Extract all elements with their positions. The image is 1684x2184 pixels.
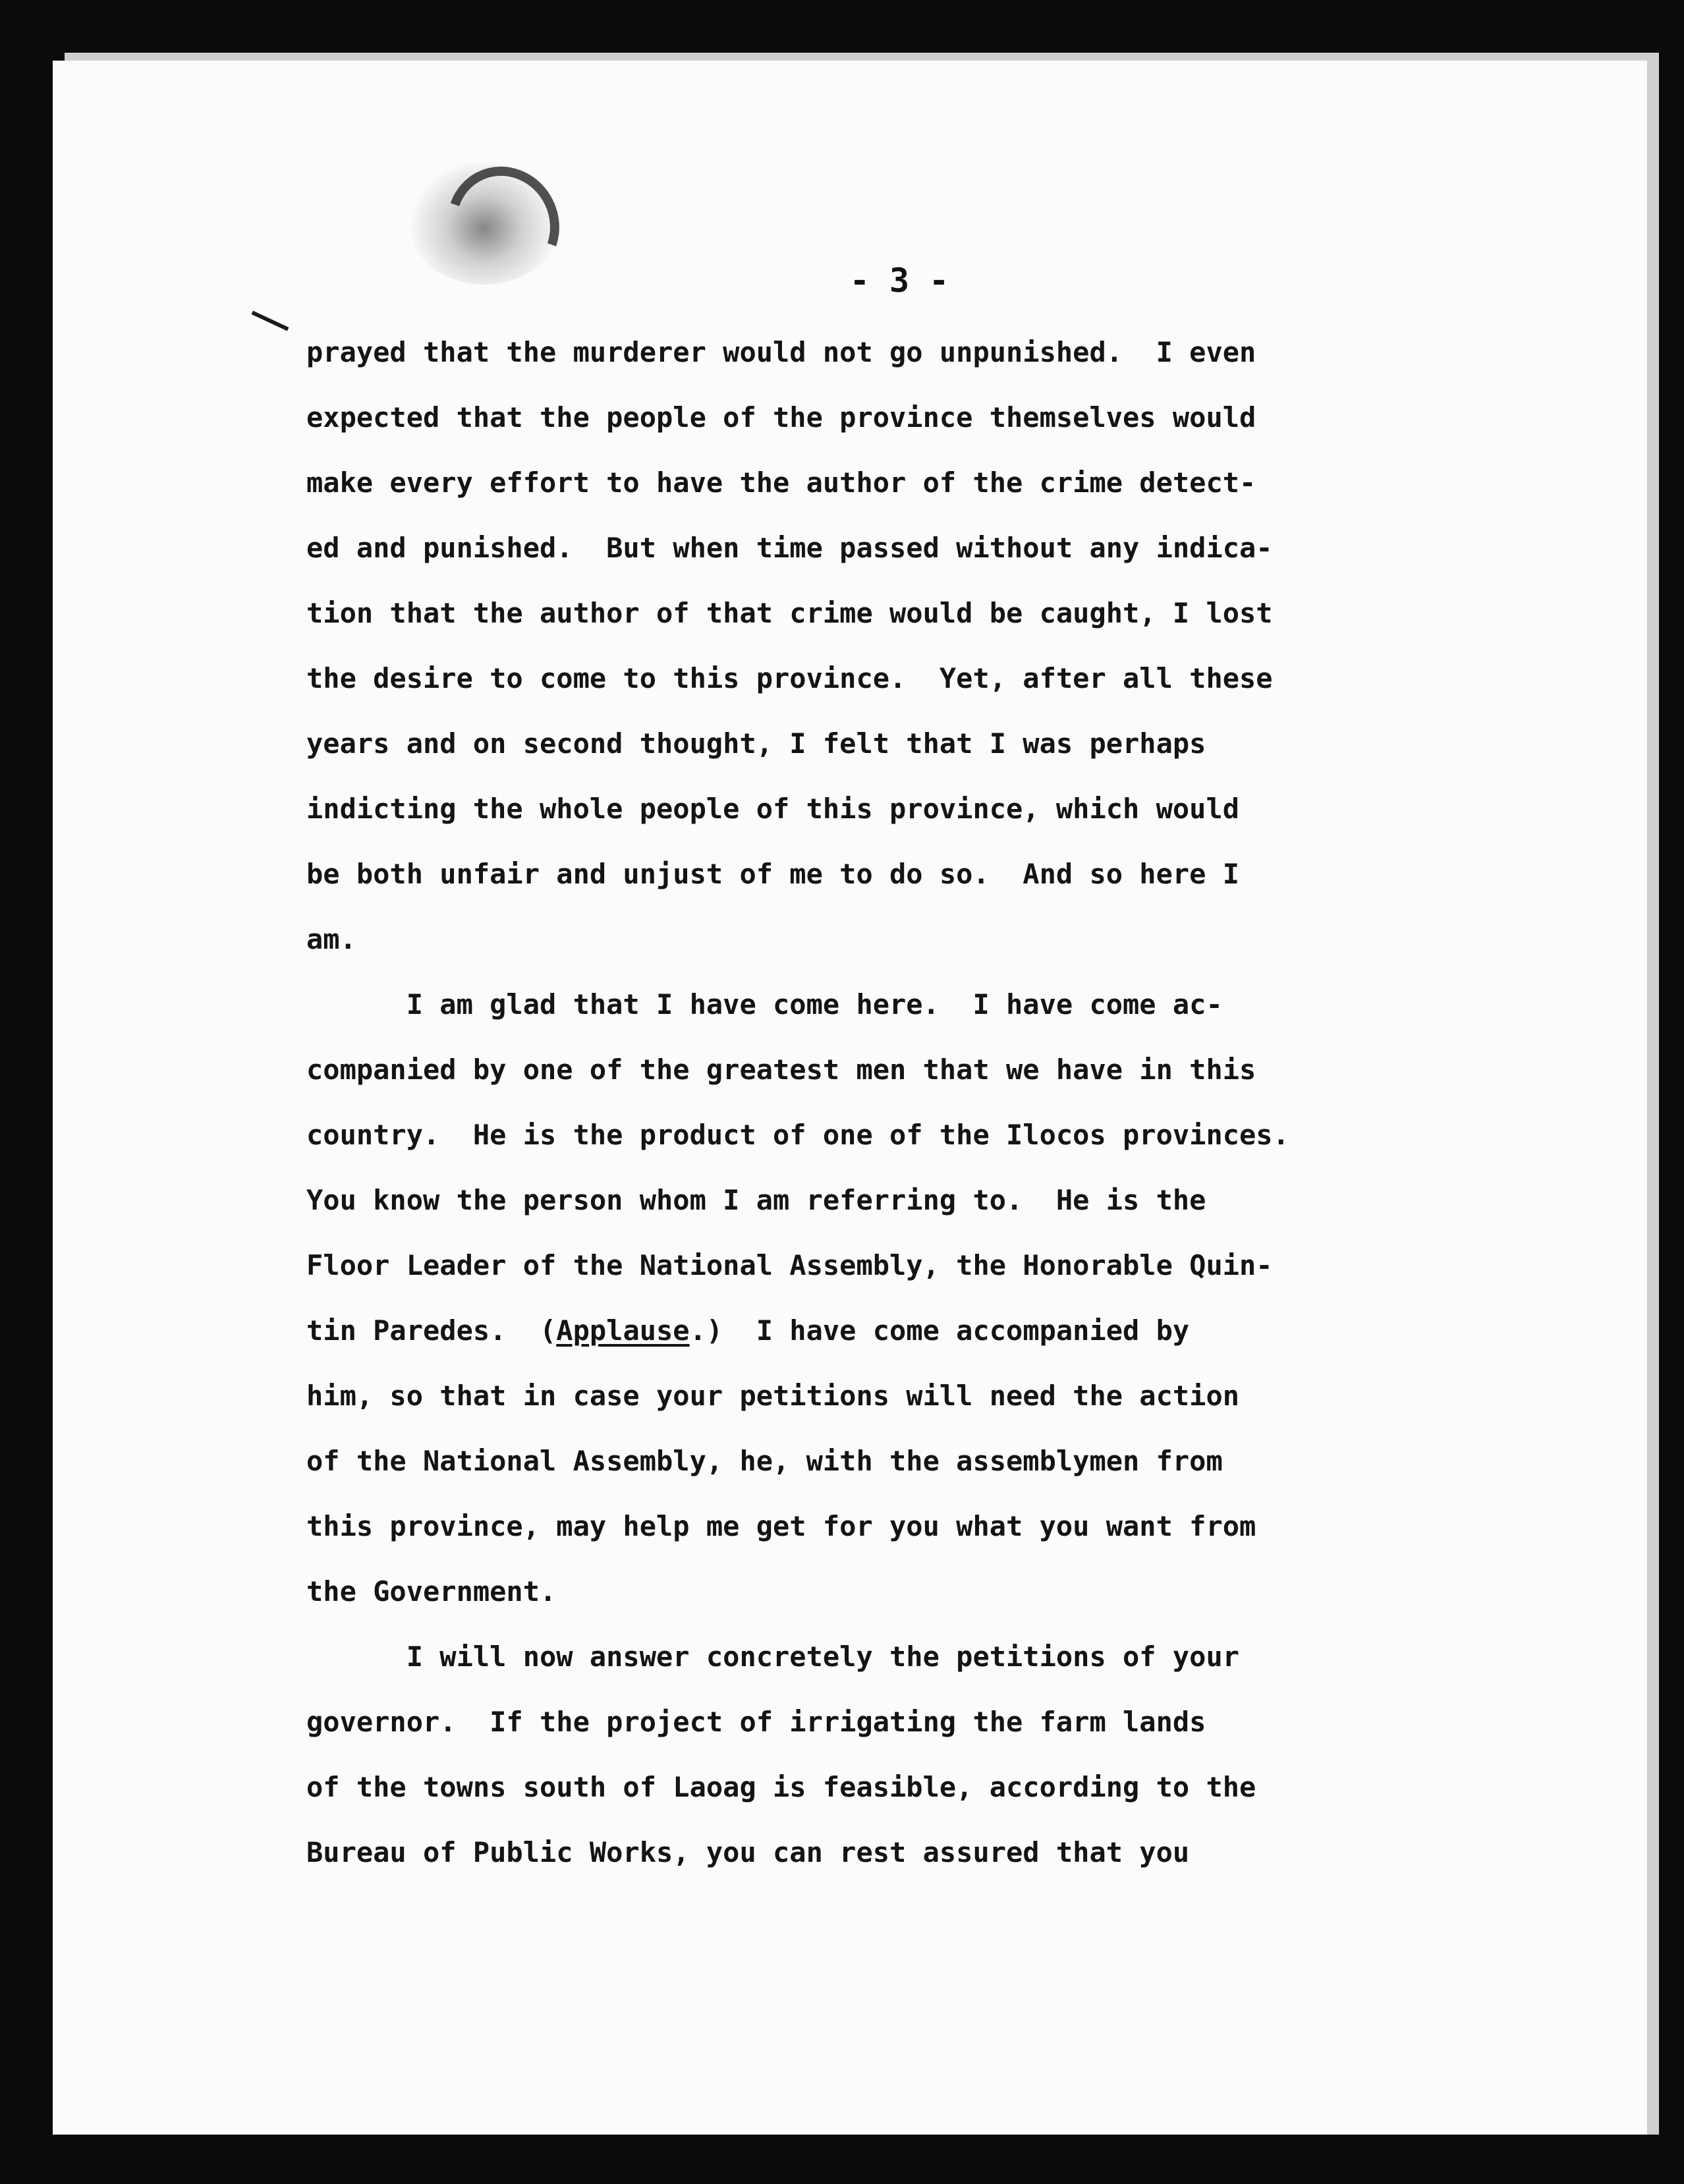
text-segment: tin Paredes. ( (306, 1314, 557, 1347)
text-line: prayed that the murderer would not go unpunished. I even (306, 336, 1256, 368)
margin-mark (252, 311, 289, 331)
applause-underlined: Applause (556, 1314, 690, 1347)
text-line: I am glad that I have come here. I have come ac- (306, 988, 1223, 1021)
text-line: make every effort to have the author of the crime detect- (306, 466, 1256, 499)
text-line: expected that the people of the province themselves would (306, 401, 1256, 434)
text-line: Bureau of Public Works, you can rest assured that you (306, 1836, 1190, 1868)
text-line: You know the person whom I am referring to. He is the (306, 1184, 1206, 1216)
text-line: him, so that in case your petitions will need the action (306, 1380, 1240, 1412)
speech-text (306, 320, 1558, 1885)
text-line: of the towns south of Laoag is feasible, according to the (306, 1771, 1256, 1803)
text-line: companied by one of the greatest men that we have in this (306, 1053, 1256, 1086)
text-line: Floor Leader of the National Assembly, the Honorable Quin- (306, 1249, 1273, 1281)
text-line: the Government. (306, 1575, 557, 1608)
text-line: governor. If the project of irrigating the farm lands (306, 1706, 1206, 1738)
text-line: this province, may help me get for you what you want from (306, 1510, 1256, 1542)
text-line: the desire to come to this province. Yet, after all these (306, 662, 1273, 694)
text-line-applause (306, 1298, 1558, 1363)
text-line: tion that the author of that crime would be caught, I lost (306, 597, 1273, 629)
page-number: - 3 - (849, 262, 949, 300)
text-segment: .) I have come accompanied by (689, 1314, 1190, 1347)
text-line: country. He is the product of one of the Ilocos provinces. (306, 1119, 1289, 1151)
text-line: of the National Assembly, he, with the assemblymen from (306, 1445, 1223, 1477)
text-line: ed and punished. But when time passed without any indica- (306, 532, 1273, 564)
text-line: years and on second thought, I felt that I was perhaps (306, 727, 1206, 760)
text-line: I will now answer concretely the petitions of your (306, 1640, 1240, 1673)
document-page (53, 61, 1647, 2135)
text-line: am. (306, 923, 356, 955)
text-line: indicting the whole people of this province, which would (306, 793, 1240, 825)
text-line: be both unfair and unjust of me to do so. And so here I (306, 858, 1240, 890)
